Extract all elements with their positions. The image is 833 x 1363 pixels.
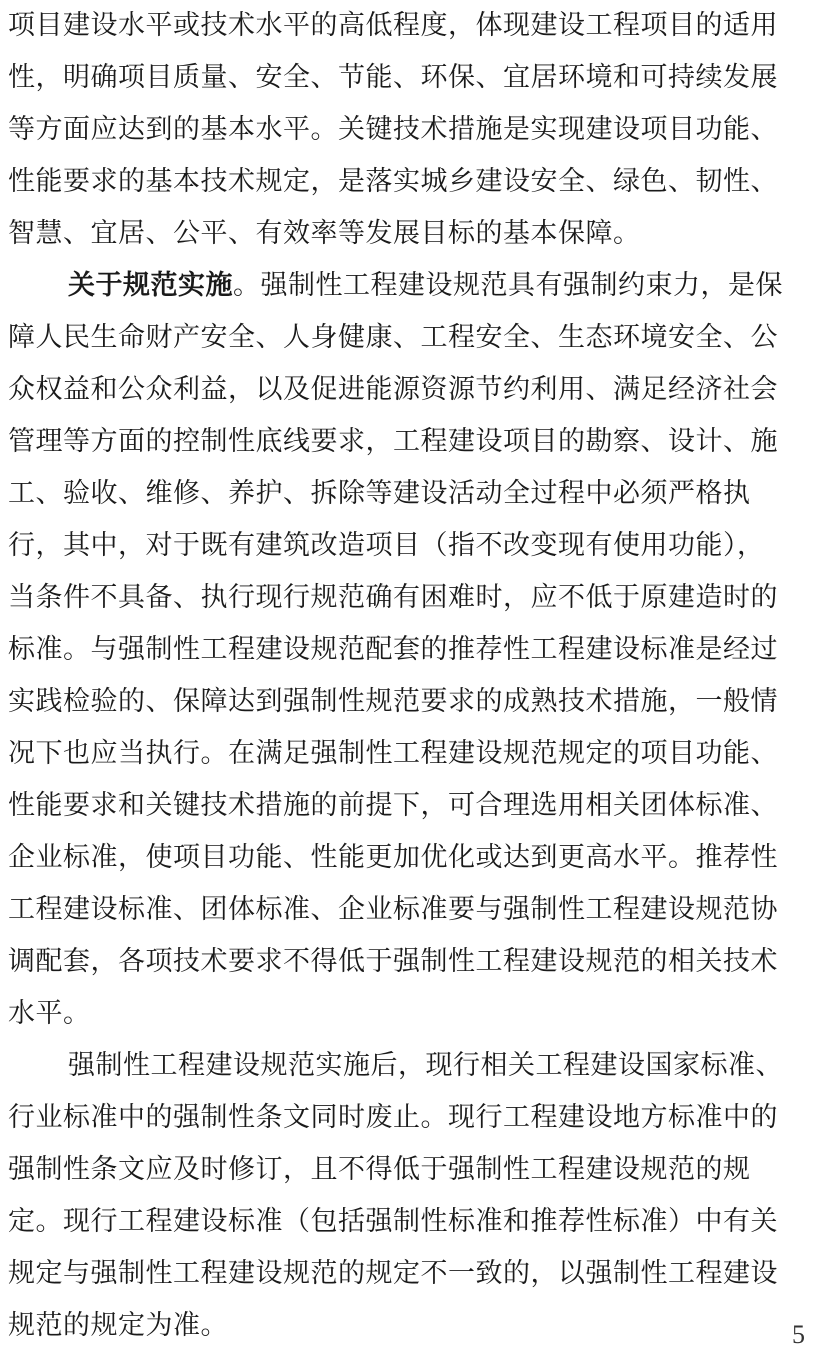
paragraph-line: 智慧、宜居、公平、有效率等发展目标的基本保障。 <box>8 218 641 249</box>
paragraph-line: 性能要求和关键技术措施的前提下，可合理选用相关团体标准、 <box>8 790 778 821</box>
paragraph-line: 定。现行工程建设标准（包括强制性标准和推荐性标准）中有关 <box>8 1206 778 1237</box>
paragraph-first-line <box>8 260 833 312</box>
paragraph-line: 行，其中，对于既有建筑改造项目（指不改变现有使用功能）， <box>8 530 765 561</box>
document-page <box>8 0 833 1352</box>
paragraph-line: 强制性条文应及时修订，且不得低于强制性工程建设规范的规 <box>8 1154 751 1185</box>
paragraph-line: 水平。 <box>8 998 91 1029</box>
paragraph-2 <box>8 260 833 1040</box>
paragraph-line: 规范的规定为准。 <box>8 1310 228 1341</box>
paragraph-3 <box>8 1040 833 1352</box>
paragraph-line: 管理等方面的控制性底线要求，工程建设项目的勘察、设计、施 <box>8 426 778 457</box>
paragraph-1 <box>8 0 833 260</box>
paragraph-line: 标准。与强制性工程建设规范配套的推荐性工程建设标准是经过 <box>8 634 778 665</box>
paragraph-line: 实践检验的、保障达到强制性规范要求的成熟技术措施，一般情 <box>8 686 778 717</box>
paragraph-line: 障人民生命财产安全、人身健康、工程安全、生态环境安全、公 <box>8 322 778 353</box>
paragraph-line: 行业标准中的强制性条文同时废止。现行工程建设地方标准中的 <box>8 1102 778 1133</box>
paragraph-line: 项目建设水平或技术水平的高低程度，体现建设工程项目的适用 <box>8 10 778 41</box>
paragraph-line: 性能要求的基本技术规定，是落实城乡建设安全、绿色、韧性、 <box>8 166 778 197</box>
page-number: 5 <box>792 1320 805 1349</box>
paragraph-line: 企业标准，使项目功能、性能更加优化或达到更高水平。推荐性 <box>8 842 778 873</box>
paragraph-line: 工、验收、维修、养护、拆除等建设活动全过程中必须严格执 <box>8 478 751 509</box>
paragraph-line: 规定与强制性工程建设规范的规定不一致的，以强制性工程建设 <box>8 1258 778 1289</box>
paragraph-line: 调配套，各项技术要求不得低于强制性工程建设规范的相关技术 <box>8 946 778 977</box>
paragraph-line: 性，明确项目质量、安全、节能、环保、宜居环境和可持续发展 <box>8 62 778 93</box>
paragraph-line: 工程建设标准、团体标准、企业标准要与强制性工程建设规范协 <box>8 894 778 925</box>
paragraph-line-text: 。强制性工程建设规范具有强制约束力，是保 <box>233 270 783 301</box>
section-heading: 关于规范实施 <box>68 270 233 301</box>
paragraph-line: 众权益和公众利益，以及促进能源资源节约利用、满足经济社会 <box>8 374 778 405</box>
paragraph-line: 等方面应达到的基本水平。关键技术措施是实现建设项目功能、 <box>8 114 778 145</box>
paragraph-line: 况下也应当执行。在满足强制性工程建设规范规定的项目功能、 <box>8 738 778 769</box>
paragraph-first-line: 强制性工程建设规范实施后，现行相关工程建设国家标准、 <box>68 1050 783 1081</box>
paragraph-line: 当条件不具备、执行现行规范确有困难时，应不低于原建造时的 <box>8 582 778 613</box>
